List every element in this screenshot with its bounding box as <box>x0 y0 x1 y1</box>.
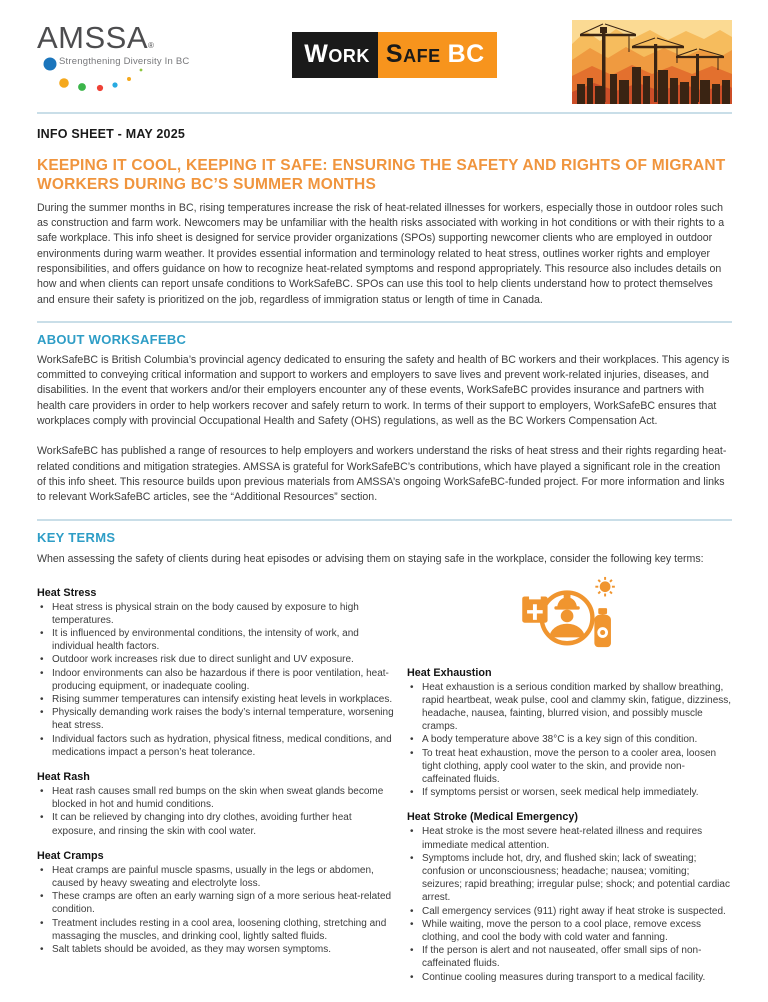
term-bullet: • Indoor environments can also be hazardous if there is poor ventilation, heat-producing equipment, or inadequate cooling. <box>37 667 395 693</box>
about-paragraph-2: WorkSafeBC has published a range of resources to help employers and workers understand the risks of heat stress and their rights regarding heat-related conditions and mitigation strategies. AMSSA is grateful for WorkSafeBC’s contributions, which have played a significant role in the creation of this info sheet. This resource builds upon previous materials from AMSSA’s ongoing WorkSafeBC-funded project. For more information and links to relevant WorkSafeBC articles, see the “Additional Resources” section. <box>37 445 727 504</box>
term-title: Heat Exhaustion <box>407 666 492 679</box>
about-worksafebc-heading: ABOUT WORKSAFEBC <box>37 331 187 347</box>
term-bullet: • To treat heat exhaustion, move the person to a cooler area, loosen tight clothing, apply cool water to the skin, and provide non-caffeinated fluids. <box>407 747 732 787</box>
term-bullet: • It is influenced by environmental conditions, the intensity of work, and individual health factors. <box>37 627 395 653</box>
header-divider <box>37 112 732 114</box>
heat-safety-worker-icon <box>511 575 629 653</box>
term-bullet: • Treatment includes resting in a cool area, loosening clothing, stretching and massaging the muscles, and drinking cool, lightly salted fluids. <box>37 917 395 943</box>
term-bullet: • Physically demanding work raises the body’s internal temperature, worsening heat stress. <box>37 706 395 732</box>
about-paragraph-1: WorkSafeBC is British Columbia’s provincial agency dedicated to ensuring the safety and health of BC workers and their workplaces. This agency is committed to conveying critical information and support to workers and employers to save lives and prevent work-related injuries, diseases, and disabilities. In the event that workers and/or their employers encounter any of these events, WorkSafeBC provides insurance and partners with health care providers in order to help workers recover and safely return to work. In terms of their support to employers, WorkSafeBC ensures that workplaces comply with provincial Occupational Health and Safety (OHS) regulations, as well as the BC Workers Compensation Act. <box>37 353 730 428</box>
term-title: Heat Cramps <box>37 849 104 862</box>
term-bullet: • Heat stroke is the most severe heat-related illness and requires immediate medical attention. <box>407 825 732 851</box>
term-bullet: • Heat rash causes small red bumps on the skin when sweat glands become blocked in hot and humid conditions. <box>37 785 395 811</box>
term-bullet: • Salt tablets should be avoided, as they may worsen symptoms. <box>37 943 395 956</box>
term-title: Heat Stress <box>37 586 97 599</box>
term-bullet: • Outdoor work increases risk due to direct sunlight and UV exposure. <box>37 653 395 666</box>
key-terms-right-column <box>407 575 732 984</box>
term-bullet: • A body temperature above 38°C is a key sign of this condition. <box>407 733 732 746</box>
term-bullet: • Heat exhaustion is a serious condition marked by shallow breathing, rapid heartbeat, weak pulse, cool and clammy skin, fatigue, dizziness, headache, nausea, fainting, blurred vision, and possibly muscle cramps. <box>407 681 732 734</box>
amssa-tagline: Strengthening Diversity In BC <box>59 56 190 67</box>
heat-safety-icon-wrap <box>407 575 732 655</box>
term-bullet: • Continue cooling measures during transport to a medical facility. <box>407 971 732 984</box>
term-bullet: • While waiting, move the person to a cool place, remove excess clothing, and cool the body with cold water and fanning. <box>407 918 732 944</box>
key-terms-right-list <box>407 667 732 984</box>
term-bullet: • Call emergency services (911) right away if heat stroke is suspected. <box>407 905 732 918</box>
registered-mark: ® <box>148 41 155 50</box>
term-bullet-list <box>407 681 732 800</box>
term-block <box>37 771 395 838</box>
intro-paragraph: During the summer months in BC, rising temperatures increase the risk of heat-related illnesses for workers, especially those in outdoor roles such as construction and farm work. Newcomers may be unfamiliar with the health risks associated with working in hot conditions or with their rights to a safe workplace. This info sheet is designed for service provider organizations (SPOs) supporting newcomer clients who are employed in outdoor environments during warm weather. It provides essential information and terminology related to heat stress, outlines worker rights and employer responsibilities, and offers guidance on how to recognize heat-related symptoms and respond appropriately. This resource also includes details on how and when clients can report unsafe conditions to WorkSafeBC. SPOs can use this tool to help clients understand how to protect themselves and ensure their safety is prioritized on the job, regardless of immigration status or length of time in Canada. <box>37 201 725 306</box>
term-bullet-list <box>37 785 395 838</box>
term-bullet-list <box>37 601 395 759</box>
key-terms-columns <box>37 575 732 984</box>
term-block <box>37 850 395 956</box>
term-bullet: • Heat stress is physical strain on the body caused by exposure to high temperatures. <box>37 601 395 627</box>
term-bullet: • Heat cramps are painful muscle spasms, usually in the legs or abdomen, caused by heavy sweating and electrolyte loss. <box>37 864 395 890</box>
term-bullet: • Individual factors such as hydration, physical fitness, medical conditions, and medications impact a person’s heat tolerance. <box>37 733 395 759</box>
worksafebc-logo-work: Work <box>292 32 378 78</box>
term-title: Heat Rash <box>37 770 90 783</box>
section-divider <box>37 519 732 521</box>
term-block <box>37 587 395 759</box>
page-title: KEEPING IT COOL, KEEPING IT SAFE: ENSURING THE SAFETY AND RIGHTS OF MIGRANT WORKERS DURING BC’S SUMMER MONTHS <box>37 157 726 194</box>
term-bullet: • Symptoms include hot, dry, and flushed skin; lack of sweating; confusion or unconsciousness; headache; nausea; vomiting; seizures; rapid breathing; irregular pulse; shock; and potential cardiac arrest. <box>407 852 732 905</box>
amssa-logo <box>37 22 217 102</box>
term-bullet-list <box>407 825 732 983</box>
key-terms-left-column <box>37 575 395 984</box>
term-block <box>407 667 732 800</box>
worksafebc-logo <box>292 32 496 78</box>
info-sheet-label: INFO SHEET - MAY 2025 <box>37 127 185 141</box>
section-divider <box>37 321 732 323</box>
construction-cranes-illustration <box>572 20 732 104</box>
key-terms-intro: When assessing the safety of clients during heat episodes or advising them on staying safe in the workplace, consider the following key terms: <box>37 552 704 565</box>
term-bullet: • If symptoms persist or worsen, seek medical help immediately. <box>407 786 732 799</box>
amssa-wordmark: AMSSA® <box>37 20 155 55</box>
term-title: Heat Stroke (Medical Emergency) <box>407 811 579 824</box>
term-bullet: • It can be relieved by changing into dry clothes, avoiding further heat exposure, and rinsing the skin with cool water. <box>37 811 395 837</box>
term-bullet-list <box>37 864 395 956</box>
worksafebc-logo-bc: BC <box>447 40 485 68</box>
term-bullet: • These cramps are often an early warning sign of a more serious heat-related condition. <box>37 890 395 916</box>
term-block <box>407 811 732 983</box>
key-terms-heading: KEY TERMS <box>37 529 116 545</box>
term-bullet: • If the person is alert and not nauseated, offer small sips of non-caffeinated fluids. <box>407 944 732 970</box>
worksafebc-logo-safe: Safe <box>385 40 441 68</box>
term-bullet: • Rising summer temperatures can intensify existing heat levels in workplaces. <box>37 693 395 706</box>
worksafebc-logo-safebc <box>378 32 497 78</box>
page-header <box>37 20 732 104</box>
